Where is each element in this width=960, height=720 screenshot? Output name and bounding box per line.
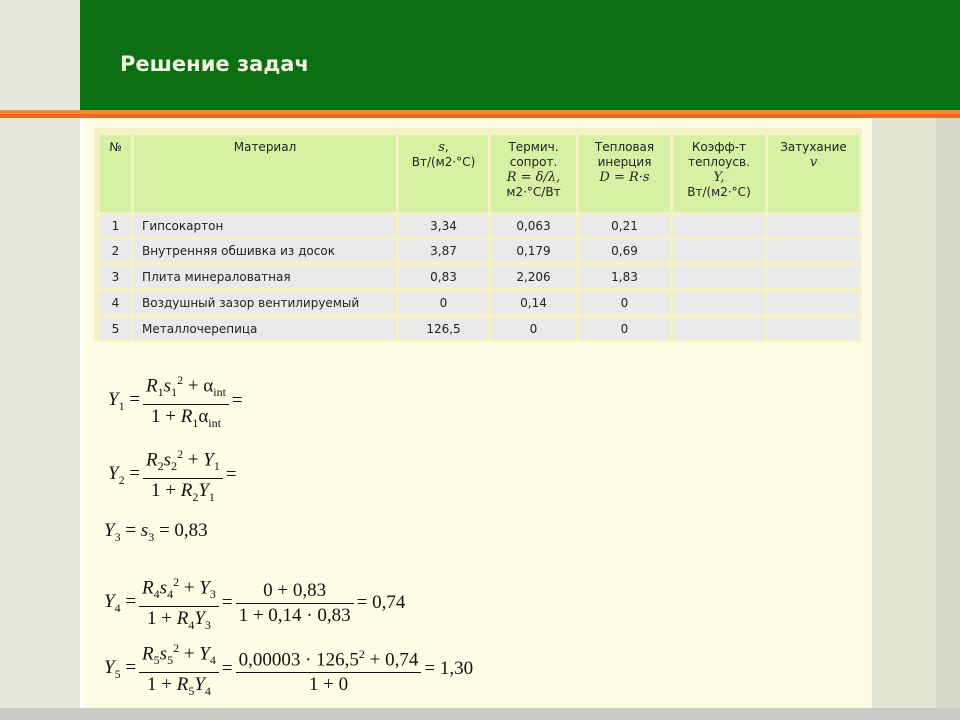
header-y xyxy=(673,135,765,212)
row-num: 2 xyxy=(100,240,131,262)
formula-y2: $Y_2$ = $\frac{R_2s_2^2 + Y_1}{1 + R_2Y_1}$ = xyxy=(108,442,237,509)
header-d-formula: D = R·s xyxy=(599,170,650,185)
header-s-sep: , xyxy=(444,140,449,154)
row-y xyxy=(673,266,765,288)
row-r: 0,063 xyxy=(491,215,576,237)
header-s-symbol: s xyxy=(438,140,445,155)
row-v xyxy=(768,215,859,237)
header-v-line1: Затухание xyxy=(780,140,847,154)
row-material: Металлочерепица xyxy=(134,318,396,340)
header-r-formula: R = δ/λ, xyxy=(506,170,561,185)
header-y-unit: Вт/(м2·°С) xyxy=(687,185,751,199)
header-y-line1: Коэфф-т xyxy=(691,140,747,154)
left-margin-strip xyxy=(0,0,80,720)
right-margin-inner xyxy=(872,118,936,710)
header-s xyxy=(399,135,488,212)
row-v xyxy=(768,318,859,340)
row-s: 0,83 xyxy=(399,266,488,288)
header-y-line2: теплоусв. xyxy=(688,155,750,169)
row-v xyxy=(768,240,859,262)
header-r-unit: м2·°С/Вт xyxy=(506,185,561,199)
row-d: 0,21 xyxy=(579,215,670,237)
row-material: Внутренняя обшивка из досок xyxy=(134,240,396,262)
formula-y3-value: 0,83 xyxy=(174,520,208,541)
row-s: 3,34 xyxy=(399,215,488,237)
row-d: 1,83 xyxy=(579,266,670,288)
row-num: 1 xyxy=(100,215,131,237)
row-s: 126,5 xyxy=(399,318,488,340)
row-s: 3,87 xyxy=(399,240,488,262)
row-v xyxy=(768,266,859,288)
header-d-line1: Тепловая xyxy=(594,140,655,154)
row-r: 0,14 xyxy=(491,292,576,314)
row-material: Гипсокартон xyxy=(134,215,396,237)
row-y xyxy=(673,318,765,340)
row-num: 3 xyxy=(100,266,131,288)
slide-title: Решение задач xyxy=(120,52,309,76)
header-material: Материал xyxy=(134,135,396,212)
row-v xyxy=(768,292,859,314)
formula-y5-denominator: 1 + 0 xyxy=(308,674,349,696)
formula-y4-value: 0,74 xyxy=(372,592,406,614)
row-y xyxy=(673,240,765,262)
row-material: Воздушный зазор вентилируемый xyxy=(134,292,396,314)
header-y-symbol: Y, xyxy=(713,170,725,185)
formula-y5-numerator-b: + 0,74 xyxy=(364,649,419,671)
row-s: 0 xyxy=(399,292,488,314)
header-r-line2: сопрот. xyxy=(509,155,558,169)
row-r: 0,179 xyxy=(491,240,576,262)
bottom-band xyxy=(0,708,960,720)
header-s-unit: Вт/(м2·°С) xyxy=(411,155,476,169)
formula-y4-numerator: 0 + 0,83 xyxy=(236,579,354,604)
row-num: 4 xyxy=(100,292,131,314)
row-r: 0 xyxy=(491,318,576,340)
row-num: 5 xyxy=(100,318,131,340)
header-d-line2: инерция xyxy=(597,155,652,169)
header-r xyxy=(491,135,576,212)
formula-y1: $Y_1$ = $\frac{R_1s_1^2 + \alpha_{int}}{1 + R_1\alpha_{int}}$ = xyxy=(108,368,243,435)
formula-y4: $Y_4$ = $\frac{R_4s_4^2 + Y_3}{1 + R_4Y_3}$ = $\frac{0 + 0,83}{1 + 0,14 \cdot 0,83}$ = 0,74 xyxy=(104,570,405,637)
formula-y5-value: 1,30 xyxy=(439,658,474,680)
header-num: № xyxy=(100,135,131,212)
right-margin-outer xyxy=(936,118,960,710)
row-material: Плита минераловатная xyxy=(134,266,396,288)
header-v xyxy=(768,135,859,212)
header-d xyxy=(579,135,670,212)
row-y xyxy=(673,215,765,237)
row-d: 0 xyxy=(579,318,670,340)
formula-y5-numerator-a: 0,00003 · 126,5 xyxy=(238,649,359,671)
header-r-line1: Термич. xyxy=(508,140,559,154)
materials-table xyxy=(94,128,862,342)
header-v-symbol: v xyxy=(809,155,818,170)
formula-y3: $Y_3 = s_3 = 0,83$ xyxy=(104,520,208,544)
formula-y5: $Y_5$ = $\frac{R_5s_5^2 + Y_4}{1 + R_5Y_4}$ = $\frac{0,00003 \cdot 126,5^2 + 0,74}{1 + 0}$ = 1,30 xyxy=(104,636,473,703)
row-d: 0 xyxy=(579,292,670,314)
row-y xyxy=(673,292,765,314)
row-d: 0,69 xyxy=(579,240,670,262)
row-r: 2,206 xyxy=(491,266,576,288)
formula-y4-denominator: 1 + 0,14 · 0,83 xyxy=(238,604,351,626)
